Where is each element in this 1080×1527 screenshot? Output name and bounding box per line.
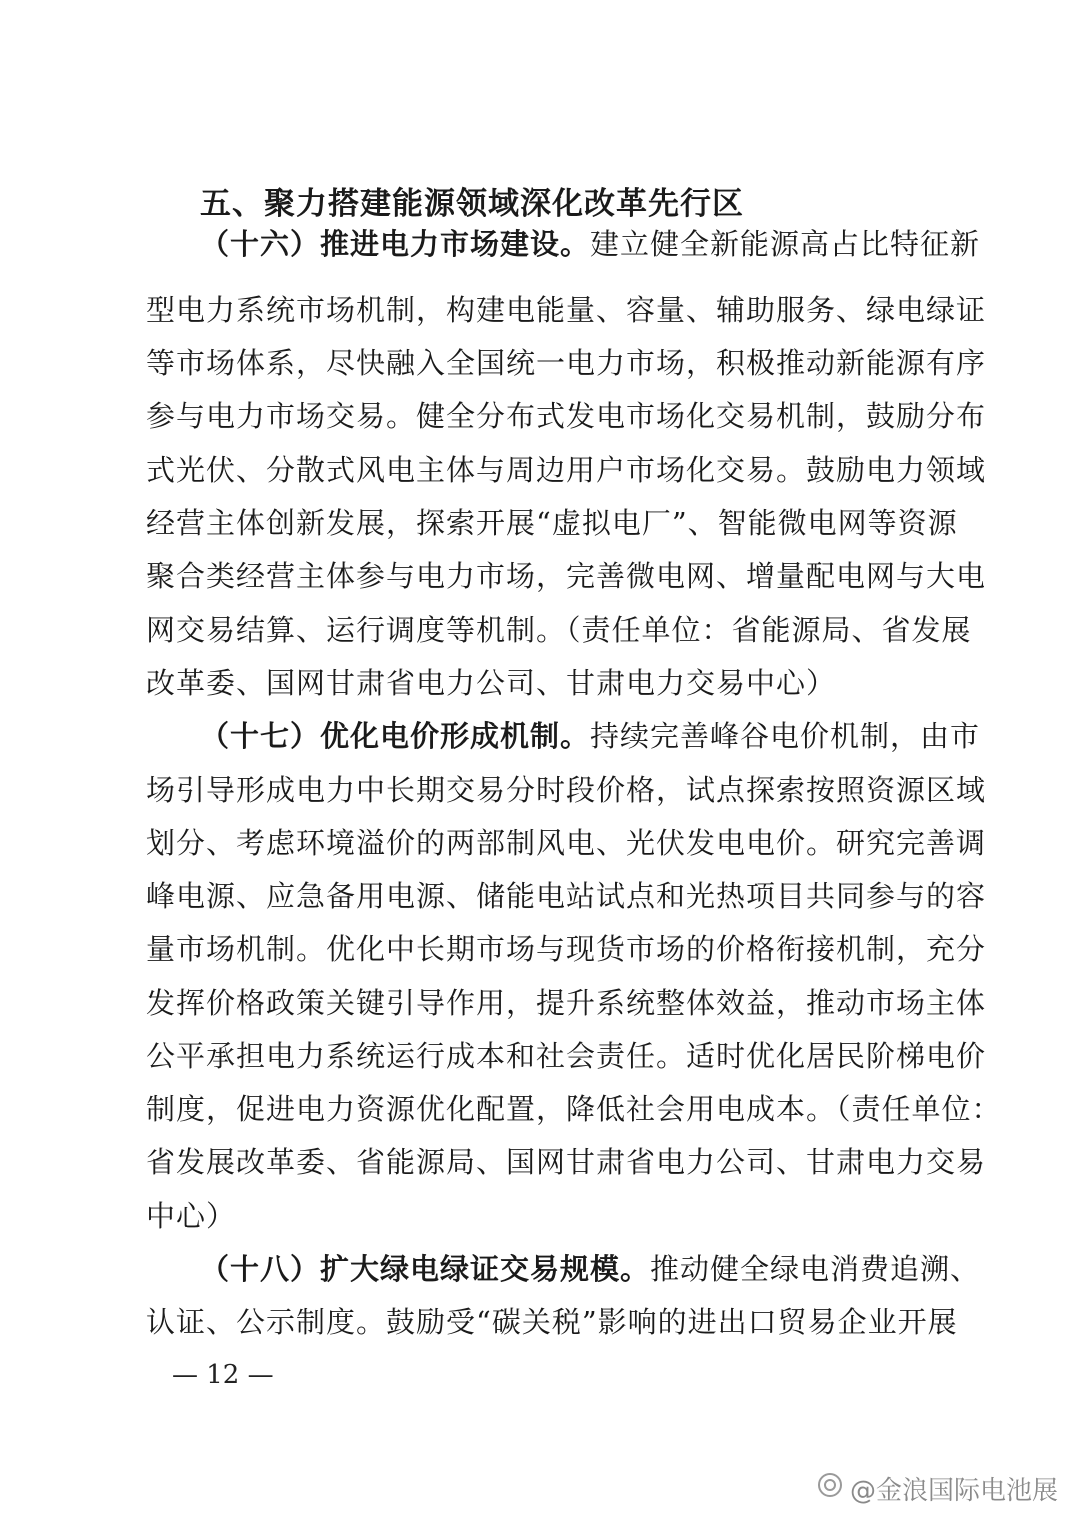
- paragraph-line: 场引导形成电力中长期交易分时段价格，试点探索按照资源区域: [146, 773, 987, 807]
- paragraph-line: 网交易结算、运行调度等机制。（责任单位：省能源局、省发展: [146, 613, 972, 647]
- paragraph-line: [200, 224, 980, 264]
- paragraph-line: 型电力系统市场机制，构建电能量、容量、辅助服务、绿电绿证: [146, 293, 987, 327]
- paragraph-lead: （十六）推进电力市场建设。: [200, 227, 591, 261]
- paragraph-line: 等市场体系，尽快融入全国统一电力市场，积极推动新能源有序: [146, 346, 987, 380]
- paragraph-line: [200, 716, 980, 756]
- paragraph-line: 经营主体创新发展，探索开展“虚拟电厂”、智能微电网等资源: [146, 506, 958, 540]
- weibo-at-icon: [816, 1471, 844, 1506]
- paragraph-line: 参与电力市场交易。健全分布式发电市场化交易机制，鼓励分布: [146, 399, 987, 433]
- section-heading: 五、聚力搭建能源领域深化改革先行区: [200, 186, 744, 222]
- paragraph-line: 认证、公示制度。鼓励受“碳关税”影响的进出口贸易企业开展: [146, 1305, 958, 1339]
- paragraph-text: 建立健全新能源高占比特征新: [590, 227, 981, 261]
- paragraph-line: 中心）: [146, 1199, 237, 1233]
- watermark: [816, 1470, 1058, 1507]
- page-number: — 12 —: [172, 1360, 274, 1390]
- paragraph-line: 改革委、国网甘肃省电力公司、甘肃电力交易中心）: [146, 666, 837, 700]
- paragraph-line: 划分、考虑环境溢价的两部制风电、光伏发电电价。研究完善调: [146, 826, 987, 860]
- paragraph-text: 持续完善峰谷电价机制，由市: [590, 719, 981, 753]
- paragraph-line: 公平承担电力系统运行成本和社会责任。适时优化居民阶梯电价: [146, 1039, 987, 1073]
- paragraph-line: 聚合类经营主体参与电力市场，完善微电网、增量配电网与大电: [146, 559, 987, 593]
- paragraph-lead: （十七）优化电价形成机制。: [200, 719, 591, 753]
- paragraph-text: 推动健全绿电消费追溯、: [650, 1252, 981, 1286]
- paragraph-line: 式光伏、分散式风电主体与周边用户市场化交易。鼓励电力领域: [146, 453, 987, 487]
- paragraph-line: 量市场机制。优化中长期市场与现货市场的价格衔接机制，充分: [146, 932, 987, 966]
- watermark-text: @金浪国际电池展: [849, 1476, 1058, 1506]
- paragraph-lead: （十八）扩大绿电绿证交易规模。: [200, 1252, 651, 1286]
- paragraph-line: 制度，促进电力资源优化配置，降低社会用电成本。（责任单位：: [146, 1092, 1002, 1126]
- paragraph-line: 峰电源、应急备用电源、储能电站试点和光热项目共同参与的容: [146, 879, 987, 913]
- paragraph-line: 省发展改革委、省能源局、国网甘肃省电力公司、甘肃电力交易: [146, 1145, 987, 1179]
- paragraph-line: 发挥价格政策关键引导作用，提升系统整体效益，推动市场主体: [146, 986, 987, 1020]
- paragraph-line: [200, 1249, 980, 1289]
